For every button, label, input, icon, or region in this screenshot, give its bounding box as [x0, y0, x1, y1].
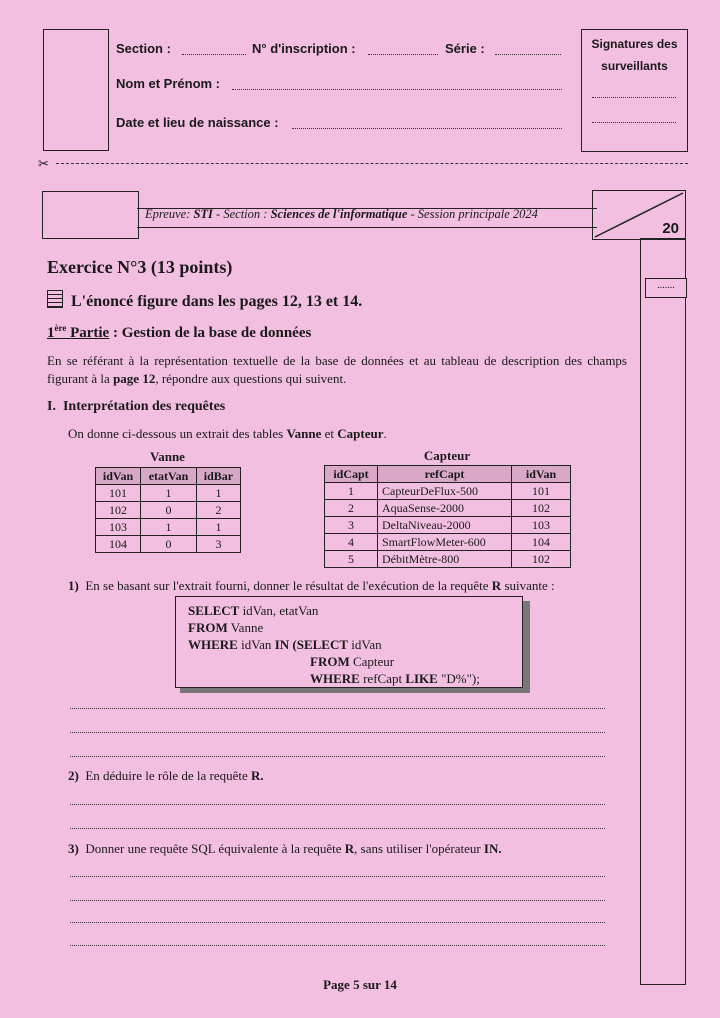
table-row [325, 483, 571, 500]
intro-page: page 12 [113, 371, 156, 386]
sql-text: Capteur [349, 654, 395, 669]
sql-text: idVan [348, 637, 382, 652]
part-title [47, 323, 311, 342]
enonce-text: L'énoncé figure dans les pages 12, 13 et 14. [71, 293, 363, 310]
cell: 5 [325, 551, 378, 568]
cell: 1 [196, 519, 240, 536]
footer-total: 14 [383, 977, 397, 992]
answer-line[interactable] [70, 899, 605, 901]
nom-field[interactable] [232, 79, 562, 90]
cell: 104 [512, 534, 571, 551]
candidate-photo-box [43, 29, 109, 151]
question-2 [68, 768, 264, 784]
footer-sur: sur [362, 977, 381, 992]
document-icon [47, 290, 63, 308]
cell: 101 [96, 485, 141, 502]
part-sup: ère [54, 323, 67, 333]
sql-line-4 [310, 653, 394, 671]
epreuve-value: STI [193, 207, 213, 221]
q1-num: 1) [68, 578, 79, 593]
q2-text-1: En déduire le rôle de la requête [85, 768, 252, 783]
sql-text: idVan, etatVan [239, 603, 319, 618]
q2-num: 2) [68, 768, 79, 783]
signature-line-1[interactable] [592, 97, 676, 98]
cell: 103 [512, 517, 571, 534]
tables-intro [68, 426, 387, 442]
q1-text-2: suivante : [501, 578, 555, 593]
signatures-label: Signatures des surveillants [591, 37, 678, 73]
cell: 0 [141, 502, 197, 519]
cell: 4 [325, 534, 378, 551]
scissors-icon: ✂ [38, 156, 49, 171]
cut-line [56, 163, 688, 164]
naissance-label: Date et lieu de naissance : [116, 115, 279, 130]
tables-intro-vanne: Vanne [286, 426, 322, 441]
answer-line[interactable] [70, 731, 605, 733]
answer-line[interactable] [70, 707, 605, 709]
answer-line[interactable] [70, 803, 605, 805]
capteur-header: idVan [512, 466, 571, 483]
exercise-title: Exercice N°3 (13 points) [47, 257, 233, 277]
table-row [325, 517, 571, 534]
q3-text-1: Donner une requête SQL équivalente à la requête [85, 841, 345, 856]
answer-line[interactable] [70, 827, 605, 829]
intro-text-2: , répondre aux questions qui suivent. [155, 371, 347, 386]
tables-intro-text: On donne ci-dessous un extrait des tables [68, 426, 287, 441]
capteur-table-title: Capteur [423, 448, 471, 463]
intro-text-1: En se référant à la représentation textuelle de la base de données et au tableau de description des champs figurant à la [47, 353, 627, 386]
serie-label: Série : [445, 41, 485, 56]
part-number: 1 [47, 325, 55, 341]
answer-line[interactable] [70, 921, 605, 923]
cell: 104 [96, 536, 141, 553]
sql-box [175, 596, 523, 688]
table-row [325, 551, 571, 568]
table-row [96, 485, 241, 502]
sql-kw: FROM [188, 620, 228, 635]
margin-note-box[interactable] [645, 278, 687, 298]
q1-R: R [491, 578, 502, 593]
cell: 102 [512, 500, 571, 517]
code-box [42, 191, 139, 239]
signature-line-2[interactable] [592, 122, 676, 123]
q3-num: 3) [68, 841, 79, 856]
sql-kw: WHERE [188, 637, 238, 652]
epreuve-label: Epreuve: [145, 207, 191, 221]
enonce-line [47, 290, 362, 311]
section-I-num: I. [47, 399, 56, 414]
cell: 102 [512, 551, 571, 568]
sql-kw: IN (SELECT [274, 637, 349, 652]
tables-intro-et: et [321, 426, 338, 441]
cell: 1 [325, 483, 378, 500]
answer-line[interactable] [70, 875, 605, 877]
sql-line-2 [188, 619, 263, 637]
score-total: 20 [662, 220, 679, 237]
table-row [325, 500, 571, 517]
cell: 103 [96, 519, 141, 536]
q3-text-2: , sans utiliser l'opérateur [354, 841, 484, 856]
table-row [96, 536, 241, 553]
cell: SmartFlowMeter-600 [378, 534, 512, 551]
naissance-field[interactable] [292, 118, 562, 129]
section-I-heading [47, 399, 225, 415]
cell: 2 [325, 500, 378, 517]
vanne-table [95, 467, 241, 553]
nom-label: Nom et Prénom : [116, 76, 221, 91]
sql-kw: LIKE [405, 671, 438, 686]
footer-page-label: Page [323, 977, 350, 992]
capteur-table [324, 465, 571, 568]
sql-kw: FROM [310, 654, 350, 669]
exam-section-value: Sciences de l'informatique [270, 207, 408, 221]
question-3 [68, 841, 502, 857]
cell: 102 [96, 502, 141, 519]
vanne-table-title: Vanne [150, 449, 185, 464]
section-field[interactable] [182, 44, 246, 55]
inscription-label: N° d'inscription : [252, 41, 356, 56]
q2-R: R. [251, 768, 264, 783]
signatures-box [581, 29, 688, 152]
dash-1: - [216, 207, 221, 221]
sql-text: idVan [237, 637, 275, 652]
score-box[interactable] [592, 190, 686, 240]
sql-line-1 [188, 602, 318, 620]
cell: 101 [512, 483, 571, 500]
cell: 3 [196, 536, 240, 553]
tables-intro-end: . [383, 426, 387, 441]
intro-paragraph [47, 352, 627, 388]
vanne-header: etatVan [141, 468, 197, 485]
part-word: Partie [70, 325, 110, 341]
sql-line-3 [188, 636, 382, 654]
cell: 2 [196, 502, 240, 519]
sql-kw: SELECT [188, 603, 240, 618]
capteur-header: refCapt [378, 466, 512, 483]
sql-kw: WHERE [310, 671, 360, 686]
session-label: Session principale 2024 [417, 207, 538, 221]
table-row [96, 502, 241, 519]
exam-section-label: Section : [223, 207, 268, 221]
cell: AquaSense-2000 [378, 500, 512, 517]
q3-IN: IN. [483, 841, 502, 856]
sql-text: refCapt [359, 671, 406, 686]
vanne-header: idVan [96, 468, 141, 485]
answer-line[interactable] [70, 944, 605, 946]
sql-line-5 [310, 670, 480, 688]
table-row [96, 519, 241, 536]
margin-note-dots: ....... [657, 280, 675, 291]
cell: DeltaNiveau-2000 [378, 517, 512, 534]
dash-2: - [410, 207, 415, 221]
cell: 1 [141, 485, 197, 502]
cell: 1 [196, 485, 240, 502]
footer-page-num: 5 [353, 977, 360, 992]
inscription-field[interactable] [368, 44, 438, 55]
exam-info [145, 207, 538, 222]
cell: DébitMètre-800 [378, 551, 512, 568]
cell: 3 [325, 517, 378, 534]
cell: 1 [141, 519, 197, 536]
cell: 0 [141, 536, 197, 553]
section-I-title: Interprétation des requêtes [62, 399, 226, 414]
part-title-text: : Gestion de la base de données [112, 325, 312, 341]
q3-R: R [344, 841, 355, 856]
answer-line[interactable] [70, 755, 605, 757]
cell: CapteurDeFlux-500 [378, 483, 512, 500]
sql-text: "D%"); [437, 671, 480, 686]
tables-intro-capteur: Capteur [337, 426, 384, 441]
page-footer [0, 977, 720, 993]
q1-text-1: En se basant sur l'extrait fourni, donner le résultat de l'exécution de la requête [85, 578, 492, 593]
capteur-header: idCapt [325, 466, 378, 483]
sql-text: Vanne [227, 620, 264, 635]
serie-field[interactable] [495, 44, 561, 55]
margin-column [640, 238, 686, 985]
question-1 [68, 578, 555, 594]
section-label: Section : [116, 41, 171, 56]
table-row [325, 534, 571, 551]
vanne-header: idBar [196, 468, 240, 485]
